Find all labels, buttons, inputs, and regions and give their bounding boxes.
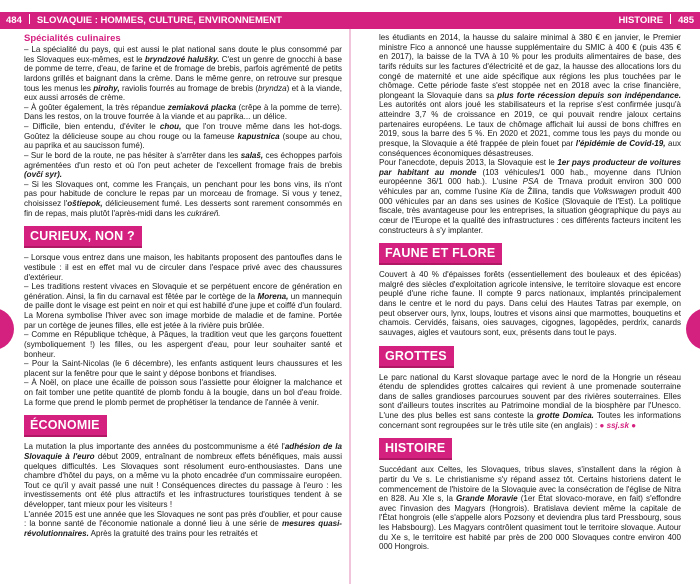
- paragraph: [379, 373, 681, 431]
- text-run: raviolis fourrés au fromage de brebis (: [119, 83, 259, 93]
- left-column: [24, 33, 342, 539]
- text-run: début 2009, entraînant de nombreux effets bénéfiques, mais aussi quelques difficultés. Les Slovaques sont résolument euro-enthousiastes. Dans une chambre d'hôtel du pays, on a même vu la photo encadrée d'un commissaire européen. Tout ce qu'il y avait passé une nuit ! Conséquences directes du passage à l'euro : les investissements ont été plus attractifs et les infrastructures touristiques tendent à se développer, tant mieux pour les visiteurs !: [24, 451, 342, 509]
- text-run: (103 véhicules/1 000 hab., moyenne dans l'Union européenne 36/1 000 hab.). L'usine: [379, 167, 681, 187]
- paragraph: [379, 270, 681, 337]
- paragraph: [24, 330, 342, 359]
- paragraph: [24, 103, 342, 122]
- text-run: – La spécialité du pays, qui est aussi le plat national sans doute le plus consommé par les Slovaques eux-mêmes, est le: [24, 45, 342, 64]
- text-run: 1er pays producteur de voitures par habitant au monde: [379, 158, 681, 177]
- header-separator: [29, 14, 30, 24]
- right-running-title: HISTOIRE: [618, 15, 664, 26]
- text-run: Volkswagen: [593, 187, 637, 196]
- text-run: bryndza: [258, 83, 287, 93]
- text-run: – Sur le bord de la route, ne pas hésiter à s'arrêter dans les: [24, 150, 241, 160]
- economie-heading: ÉCONOMIE: [24, 415, 107, 437]
- text-run: – Les traditions restent vivaces en Slovaquie et se perpétuent encore de génération en génération. Ainsi, la fin du carnaval est fêtée par le cortège de la: [24, 282, 342, 301]
- text-run: Kia: [500, 187, 513, 196]
- text-run: Toutes les informations concernant sont regroupées sur le très utile site (en anglais) :: [379, 411, 681, 430]
- text-run: – Lorsque vous entrez dans une maison, les habitants proposent des pantoufles dans le vestibule : il est en effet mal vu de circuler dans l'espace privé avec des chaussures d'extérieur.: [24, 253, 342, 282]
- left-thumb-tab: [0, 308, 14, 350]
- text-run: C'est un genre de gnocchi à base de pomme de terre, d'eau, de farine et de fromage de brebis, parfois agrémenté de petits lardons grillés et baignant dans la crème. Dans le même genre, on retrouve sur presque tous les menus les: [24, 54, 342, 93]
- text-run: Après la gratuité des trains pour les retraités et: [88, 528, 258, 538]
- text-run: oštiepok,: [67, 199, 103, 208]
- paragraph: [24, 122, 342, 151]
- text-run: aux conséquences économiques désastreuses.: [379, 138, 681, 158]
- text-run: délicieusement fumé. Les desserts sont rarement consommés en fin de repas, mais plutôt l'après-midi dans les: [24, 199, 343, 218]
- text-run: PSA: [522, 177, 539, 187]
- text-run: (1er État slovaco-morave, en fait) s'effondre avec l'invasion des Magyars (Hongrois). Bratislava devient même la capitale de l'État hongrois (elle s'appelle alors Pozsony et deviendra plus tard Pressbourg, sous les Habsbourg). Les Magyars contrôlent quasiment tout le territoire slovaque. Autour du Xe s, le territoire est habité par près de 200 000 Slovaques contre environ 400 000 Hongrois.: [379, 494, 681, 552]
- text-run: salaš,: [240, 150, 264, 160]
- text-run: Les autorités ont alors joué les stabilisateurs et la reprise s'est confirmée jusqu'à atteindre 3,7 % de croissance en 2019, ce qui pouvait rendre jaloux certains partenaires européens. Le taux de chômage affichait lui aussi de bons chiffres en 2019, sous la barre des 5 %. En 2020 et 2021, comme tous les pays du monde ou presque, la Slovaquie a été frappée de plein fouet par: [379, 100, 681, 148]
- text-run: L'année 2015 est une année que les Slovaques ne sont pas près d'oublier, et pour cause : la bonne santé de l'économie nationale a donné lieu à une série de: [24, 509, 342, 529]
- header-separator: [670, 14, 671, 24]
- text-run: zemiaková placka: [167, 102, 237, 112]
- text-run: – À Noël, on place une écaille de poisson sous l'assiette pour éloigner la malchance et on fait tomber une petite quantité de plomb fondu à la bougie, dans un bol d'eau froide. La forme que prend le plomb permet de prophétiser la tendance de l'année à venir.: [24, 378, 342, 407]
- paragraph: [379, 33, 681, 158]
- grottes-heading: GROTTES: [379, 346, 454, 368]
- text-run: grotte Domica.: [536, 411, 594, 420]
- text-run: La mutation la plus importante des années du postcommunisme a été l': [24, 442, 285, 452]
- specialites-heading: Spécialités culinaires: [24, 33, 121, 44]
- text-run: – Difficile, bien entendu, d'éviter le: [24, 122, 160, 131]
- text-run: – Si les Slovaques ont, comme les Français, un penchant pour les bons vins, ils n'ont pas pour habitude de conclure le repas par un morceau de fromage. Si vous y tenez, choisissez l': [24, 179, 342, 208]
- paragraph: [24, 510, 342, 539]
- page-gutter: [349, 29, 351, 584]
- text-run: Succédant aux Celtes, les Slovaques, tribus slaves, s'installent dans la région à partir du Ve s. Le christianisme s'y répand assez tôt. Certains historiens datent le commencement de l'histoire de la Slovaquie avec la consécration de l'église de Nitra en 828. Au XIe s, la: [379, 465, 681, 504]
- right-page-number: 485: [678, 15, 694, 26]
- text-run: bryndzové halušky.: [144, 54, 220, 64]
- paragraph: [379, 158, 681, 235]
- paragraph: [24, 45, 342, 103]
- text-run: Grande Moravie: [456, 494, 518, 504]
- paragraph: [24, 253, 342, 282]
- text-run: ) et à la viande, eux aussi arrosés de crème.: [24, 83, 342, 103]
- text-run: ces échoppes parfois agrémentées d'un resto et où l'on peut acheter de l'excellent fromage frais de brebis: [24, 150, 342, 170]
- paragraph: [379, 465, 681, 552]
- text-run: ● ssj.sk ●: [599, 420, 637, 430]
- paragraph: [24, 378, 342, 407]
- text-run: cukráreň.: [187, 208, 221, 218]
- text-run: (ovčí syr).: [24, 170, 63, 180]
- text-run: Pour l'anecdote, depuis 2013, la Slovaquie est le: [379, 158, 558, 168]
- left-page-number: 484: [6, 15, 22, 26]
- paragraph: [24, 282, 342, 330]
- text-run: chou,: [159, 122, 182, 131]
- text-run: mesures quasi-révolutionnaires.: [24, 519, 342, 538]
- text-run: pirohy,: [93, 83, 120, 93]
- text-run: plus forte récession depuis son indépendance.: [497, 90, 681, 100]
- paragraph: [24, 442, 342, 509]
- text-run: Morena,: [257, 291, 289, 301]
- text-run: – Comme en République tchèque, à Pâques, la tradition veut que les garçons fouettent (symboliquement !) les filles, ou les aspergent d'eau, pour leur souhaiter santé et bonheur.: [24, 330, 342, 359]
- text-run: un mannequin de paille dont le visage est peint en noir et qui est habillé d'une jupe et coiffé d'un foulard. La Morena symbolise l'hiver avec son image morbide de maladie et de famine. Portée par un cortège de jeunes filles, elle est jetée à la rivière puis brûlée.: [24, 291, 342, 330]
- text-run: de Žilina, tandis que: [512, 187, 594, 196]
- text-run: les étudiants en 2014, la hausse du salaire minimal à 380 € en janvier, le Premier ministre Fico a annoncé une hausse supplémentaire du SMIC à 400 € (puis 435 € en 2017), la baisse de la TVA à 10 % pour les produits alimentaires de base, des tarifs réduits sur les factures d'électricité et de gaz, la hausse des allocations lors du congé de maternité et une aide spécifique aux régions les plus touchées par le chômage. Cette période faste s'est stoppée net en 2018 avec la crise financière, plongeant la Slovaquie dans sa: [379, 33, 681, 100]
- paragraph: [24, 359, 342, 378]
- right-thumb-tab: [686, 308, 700, 350]
- text-run: de Trnava produit environ 300 000 véhicules par an, comme l'usine: [379, 177, 681, 196]
- paragraph: [24, 180, 342, 219]
- right-column: [379, 33, 681, 552]
- text-run: kapustnica: [237, 131, 280, 141]
- text-run: (crêpe à la pomme de terre). Dans les restos, on la trouve fourrée à la viande et au paprika... un délice.: [24, 102, 342, 122]
- left-running-title: SLOVAQUIE : HOMMES, CULTURE, ENVIRONNEMENT: [36, 15, 282, 26]
- text-run: (soupe au chou, au paprika et au saucisson fumé).: [24, 131, 342, 151]
- left-page-header: [0, 12, 350, 29]
- text-run: Couvert à 40 % d'épaisses forêts (essentiellement des bouleaux et des épicéas) malgré des siècles d'exploitation agricole intensive, le territoire slovaque est encore peuplé d'une riche faune. Il compte 9 parcs nationaux, implantés principalement dans le centre et le nord du pays. Dans celui des Hautes Tatras par exemple, on peut observer ours, lynx, loups, loutres et visons ainsi que marmottes, bouquetins et chamois. Cervidés, faisans, oies sauvages, cigognes, lagopèdes, perdrix, canards sauvages, aigles et vautours sont, eux, présents dans tout le pays.: [379, 270, 681, 337]
- text-run: que l'on trouve même dans les hot-dogs. Goûtez la délicieuse soupe au chou rouge ou la fameuse: [24, 122, 343, 141]
- faune-heading: FAUNE ET FLORE: [379, 243, 502, 265]
- text-run: – À goûter également, la très répandue: [24, 102, 168, 112]
- text-run: l'épidémie de Covid-19,: [575, 138, 666, 148]
- text-run: produit 400 000 véhicules par an dans ses usines de Košice (Slovaquie de l'Est). La politique fiscale, très avantageuse pour les entreprises, la situation géographique du pays au cœur de l'Europe et la qualité des infrastructures : ces différents facteurs incitent les constructeurs à s'y implanter.: [379, 187, 681, 235]
- text-run: – Pour la Saint-Nicolas (le 6 décembre), les enfants astiquent leurs chaussures et les placent sur la fenêtre pour que le saint y dépose bonbons et friandises.: [24, 359, 342, 378]
- curieux-heading: CURIEUX, NON ?: [24, 226, 142, 248]
- text-run: Le parc national du Karst slovaque partage avec le nord de la Hongrie un réseau étendu de splendides grottes calcaires qui revient à une promenade souterraine dans de salles grandioses parcourues souvent par des rivières souterraines. Elles sont d'ailleurs toutes inscrites au Patrimoine mondial de la biosphère par l'Unesco. L'une des plus belles est sans conteste la: [379, 372, 681, 420]
- histoire-heading: HISTOIRE: [379, 438, 452, 460]
- paragraph: [24, 151, 342, 180]
- right-page-header: [350, 12, 700, 29]
- text-run: adhésion de la Slovaquie à l'euro: [24, 442, 342, 461]
